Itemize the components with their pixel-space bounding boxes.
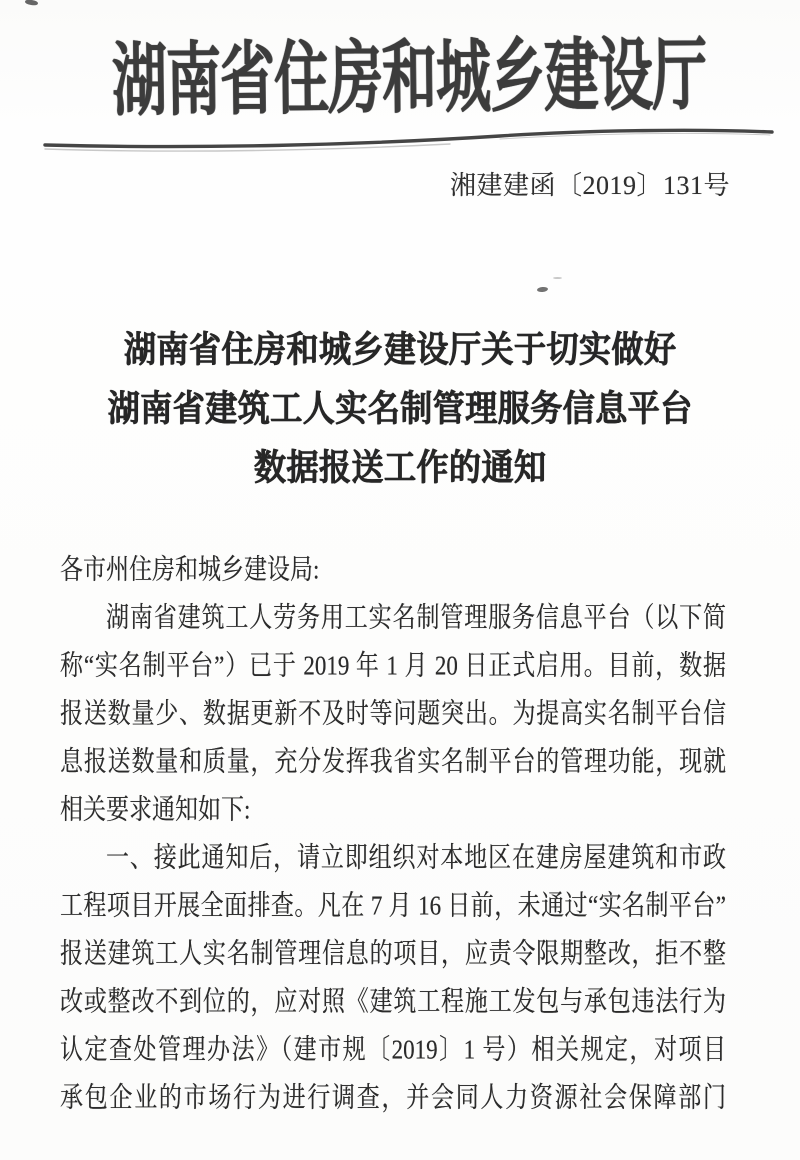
- scan-artifact-top-edge: [25, 0, 39, 6]
- body-line: 认定查处管理办法》（建市规〔2019〕1 号）相关规定，对项目: [60, 1034, 726, 1065]
- body-line: 称“实名制平台”）已于 2019 年 1 月 20 日正式启用。目前，数据: [60, 650, 726, 681]
- document-body: [60, 546, 726, 1122]
- body-line: 工程项目开展全面排查。凡在 7 月 16 日前，未通过“实名制平台”: [60, 890, 726, 921]
- body-line-item-1: 一、接此通知后，请立即组织对本地区在建房屋建筑和市政: [106, 842, 726, 873]
- body-line: 承包企业的市场行为进行调查，并会同人力资源社会保障部门: [60, 1082, 726, 1113]
- document-number: 湘建建函〔2019〕131号: [449, 171, 730, 200]
- document-title-line-3: 数据报送工作的通知: [253, 446, 547, 488]
- letterhead-rule: [0, 118, 800, 158]
- salutation-line: 各市州住房和城乡建设局:: [60, 554, 320, 585]
- document-title: [0, 320, 800, 497]
- scan-artifact-smudge: [537, 286, 548, 292]
- body-line: 改或整改不到位的，应对照《建筑工程施工发包与承包违法行为: [60, 986, 726, 1017]
- scan-artifact-dash: [553, 277, 562, 279]
- document-title-line-2: 湖南省建筑工人实名制管理服务信息平台: [107, 387, 693, 429]
- body-line: 报送建筑工人实名制管理信息的项目，应责令限期整改，拒不整: [60, 938, 726, 969]
- body-line: 湖南省建筑工人劳务用工实名制管理服务信息平台（以下简: [106, 602, 726, 633]
- body-line: 报送数量少、数据更新不及时等问题突出。为提高实名制平台信: [60, 698, 726, 729]
- body-line: 息报送数量和质量，充分发挥我省实名制平台的管理功能，现就: [60, 746, 726, 777]
- letterhead-agency-name: 湖南省住房和城乡建设厅: [111, 31, 707, 127]
- document-title-line-1: 湖南省住房和城乡建设厅关于切实做好: [123, 328, 677, 370]
- body-line: 相关要求通知如下:: [60, 794, 251, 825]
